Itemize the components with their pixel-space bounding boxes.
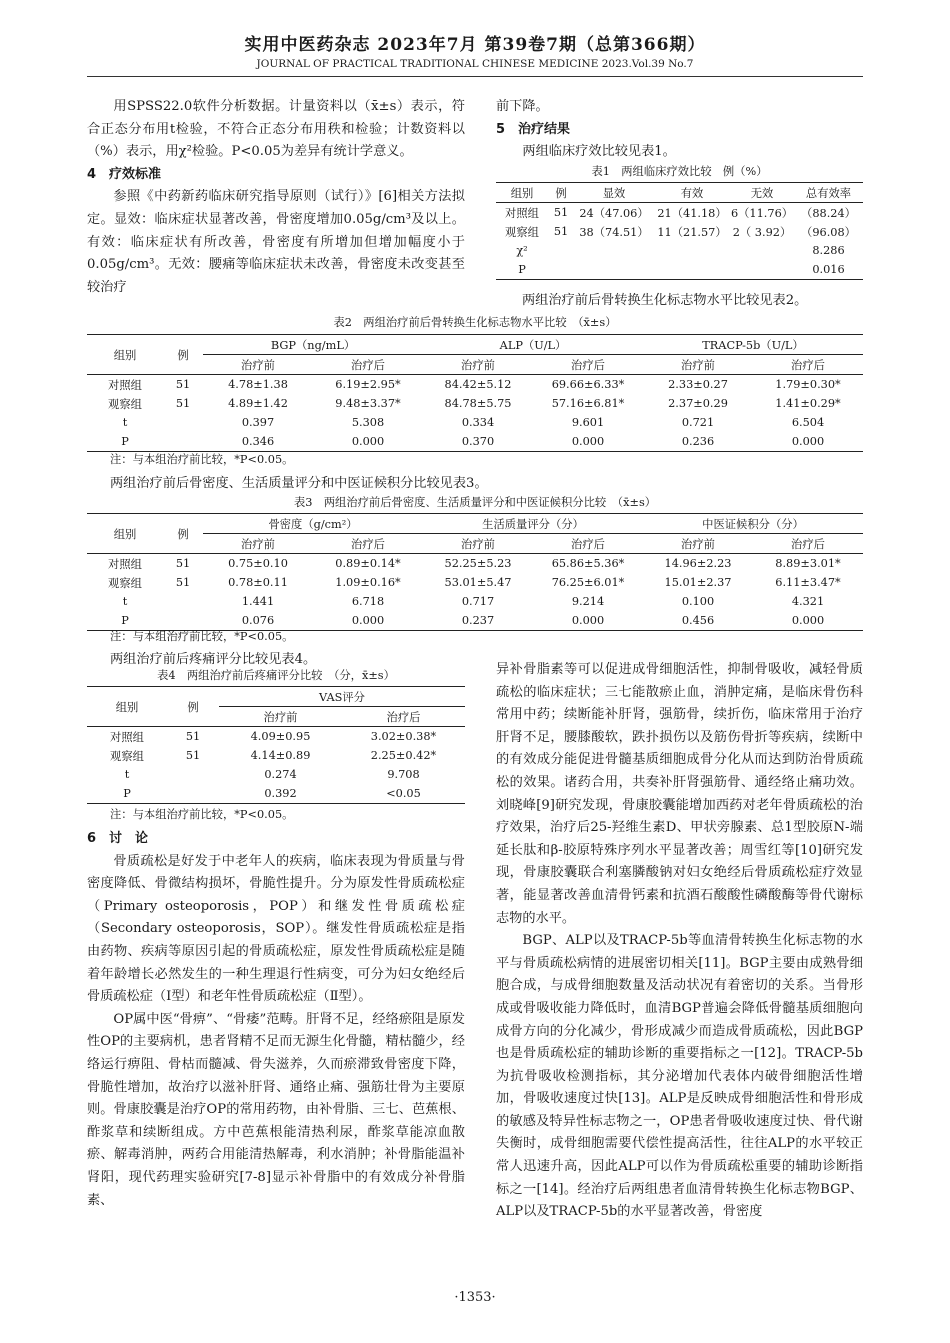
table-cell: 84.78±5.75 bbox=[444, 397, 512, 410]
table-cell: 1.09±0.16* bbox=[335, 576, 401, 589]
table-cell: 57.16±6.81* bbox=[551, 397, 625, 410]
table3-caption: 表3 两组治疗前后骨密度、生活质量评分和中医证候积分比较 （x̄±s） bbox=[293, 496, 657, 509]
table4-header: 组别 bbox=[87, 687, 167, 727]
table-cell: 1.79±0.30* bbox=[775, 378, 841, 391]
table-cell: 2.33±0.27 bbox=[668, 378, 728, 391]
table-cell: 0.78±0.11 bbox=[228, 576, 288, 589]
table-row bbox=[87, 592, 863, 611]
table2-subheader: 治疗前 bbox=[423, 355, 533, 375]
table-cell: 9.48±3.37* bbox=[335, 397, 401, 410]
section-heading: 4 疗效标准 bbox=[87, 166, 162, 182]
table-cell: 11（21.57） bbox=[657, 225, 727, 239]
table-cell: 9.601 bbox=[571, 416, 605, 429]
table-cell: 4.89±1.42 bbox=[228, 397, 288, 410]
table-cell: 0.397 bbox=[241, 416, 275, 429]
table3-header: 例 bbox=[163, 514, 203, 554]
table-cell: t bbox=[122, 595, 128, 608]
table-cell: 4.14±0.89 bbox=[250, 749, 311, 762]
left-column-top bbox=[87, 96, 465, 299]
table3-group-header: 中医证候积分（分） bbox=[643, 514, 863, 534]
table-cell: 4.09±0.95 bbox=[250, 730, 311, 743]
table-cell bbox=[548, 260, 574, 280]
table4-subheader: 治疗后 bbox=[342, 707, 465, 727]
table-cell: 对照组 bbox=[505, 206, 539, 220]
table-cell: 9.214 bbox=[571, 595, 605, 608]
table-cell: χ² bbox=[516, 244, 528, 257]
table1 bbox=[496, 182, 863, 280]
paragraph: BGP、ALP以及TRACP-5b等血清骨转换生化标志物的水平与骨质疏松病情的进展密切相关[11]。BGP主要由成熟骨细胞合成，与成骨细胞数量及活动状况有着密切的关系。当骨形成或骨吸收能力降低时，血清BGP普遍会降低骨髓基质细胞向成骨方向的分化减少，骨形成减少而造成骨质疏松，因此BGP也是骨质疏松症的辅助诊断的重要指标之一[12]。TRACP-5b为抗骨吸收检测指标，其分泌增加代表体内破骨细胞活性增加，骨吸收速度过快[13]。ALP是反映成骨细胞活性和骨形成的敏感及特异性标志物之一，OP患者骨吸收速度过快、骨代谢失衡时，成骨细胞需要代偿性提高活性，往往ALP的水平较正常人迅速升高，因此ALP可以作为骨质疏松重要的辅助诊断指标之一[14]。经治疗后两组患者血清骨转换生化标志物BGP、ALP以及TRACP-5b的水平显著改善，骨密度 bbox=[496, 933, 863, 1220]
table-cell: P bbox=[87, 784, 167, 804]
table4 bbox=[87, 686, 465, 804]
table-cell: 3.02±0.38* bbox=[370, 730, 437, 743]
table-cell bbox=[730, 241, 794, 260]
table-cell: 51 bbox=[185, 749, 201, 762]
page-number: ·1353· bbox=[454, 1290, 496, 1305]
table-cell: 6.718 bbox=[351, 595, 385, 608]
table1-header: 无效 bbox=[730, 183, 794, 203]
paragraph: 用SPSS22.0软件分析数据。计量资料以（x̄±s）表示，符合正态分布用t检验，不符合正态分布用秩和检验；计数资料以（%）表示，用χ²检验。P<0.05为差异有统计学意义。 bbox=[87, 99, 465, 160]
table-cell bbox=[163, 592, 203, 611]
table2-group-header: TRACP-5b（U/L） bbox=[643, 335, 863, 355]
table3-note: 注：与本组治疗前比较，*P<0.05。 bbox=[110, 630, 294, 643]
section-heading: 6 讨 论 bbox=[87, 831, 149, 846]
left-column-bottom bbox=[87, 828, 465, 1212]
table-cell: 51 bbox=[553, 206, 569, 219]
journal-title-en: JOURNAL OF PRACTICAL TRADITIONAL CHINESE MEDICINE 2023.Vol.39 No.7 bbox=[256, 58, 694, 70]
table2-note: 注：与本组治疗前比较，*P<0.05。 bbox=[110, 453, 294, 466]
table-cell: 0.274 bbox=[264, 768, 297, 781]
table2 bbox=[87, 334, 863, 452]
table-cell: 51 bbox=[175, 576, 191, 589]
table4-caption: 表4 两组治疗前后疼痛评分比较 （分，x̄±s） bbox=[157, 669, 395, 682]
table2-caption: 表2 两组治疗前后骨转换生化标志物水平比较 （x̄±s） bbox=[333, 316, 617, 329]
table-cell: 8.286 bbox=[812, 244, 845, 257]
table-cell: 51 bbox=[175, 557, 191, 570]
table-cell: 2（ 3.92） bbox=[732, 225, 792, 239]
table-cell: 0.237 bbox=[423, 611, 533, 631]
paragraph: 参照《中药新药临床研究指导原则（试行）》[6]相关方法拟定。显效：临床症状显著改善，骨密度增加0.05g/cm³及以上。有效：临床症状有所改善，骨密度有所增加但增加幅度小于0.05g/cm³。无效：腰痛等临床症状未改善，骨密度未改变甚至较治疗 bbox=[87, 189, 465, 295]
paragraph: 异补骨脂素等可以促进成骨细胞活性，抑制骨吸收，减轻骨质疏松的临床症状；三七能散瘀止血，消肿定痛，是临床骨伤科常用中药；续断能补肝肾，强筋骨，续折伤，临床常用于治疗肝肾不足，腰膝酸软，跌扑损伤以及筋伤骨折等疾病，续断中的有效成分能促进骨髓基质细胞成骨分化从而达到防治骨质疏松的效果。诸药合用，共奏补肝肾强筋骨、通经络止痛功效。刘晓峰[9]研究发现，骨康胶囊能增加西药对老年骨质疏松的治疗效果，治疗后25-羟维生素D、甲状旁腺素、总1型胶原N-端延长肽和β-胶原特殊序列水平显著改善；周雪红等[10]研究发现，骨康胶囊联合利塞膦酸钠对妇女绝经后骨质疏松症疗效显著，能显著改善血清骨钙素和抗酒石酸酸性磷酸酶等骨代谢标志物的水平。 bbox=[496, 662, 863, 926]
table-cell: 6.19±2.95* bbox=[335, 378, 401, 391]
table-cell bbox=[163, 413, 203, 432]
table-cell: 0.75±0.10 bbox=[228, 557, 288, 570]
table2-header: 例 bbox=[163, 335, 203, 375]
table-cell: P bbox=[496, 260, 548, 280]
table1-header: 例 bbox=[548, 183, 574, 203]
table-cell: 0.721 bbox=[681, 416, 715, 429]
table-cell: 6（11.76） bbox=[730, 206, 794, 220]
table-cell: 65.86±5.36* bbox=[551, 557, 625, 570]
table-cell: 对照组 bbox=[108, 557, 142, 571]
table3-subheader: 治疗前 bbox=[423, 534, 533, 554]
table-cell bbox=[163, 432, 203, 452]
table-cell: 15.01±2.37 bbox=[664, 576, 732, 589]
table-cell: 观察组 bbox=[108, 397, 142, 411]
table2-group-header: ALP（U/L） bbox=[423, 335, 643, 355]
table-cell: 51 bbox=[175, 397, 191, 410]
table-cell bbox=[548, 241, 574, 260]
table-cell: 5.308 bbox=[351, 416, 385, 429]
table1-header: 有效 bbox=[654, 183, 730, 203]
table-cell: 21（41.18） bbox=[657, 206, 727, 220]
table2-subheader: 治疗后 bbox=[533, 355, 643, 375]
table-cell: 0.016 bbox=[794, 260, 863, 280]
table-cell: 观察组 bbox=[110, 749, 144, 763]
table-cell: 4.78±1.38 bbox=[228, 378, 288, 391]
table-row bbox=[87, 413, 863, 432]
table-row bbox=[87, 554, 863, 574]
section-heading: 5 治疗结果 bbox=[496, 121, 571, 137]
table-row bbox=[496, 241, 863, 260]
header-rule bbox=[87, 76, 863, 77]
table1-header: 总有效率 bbox=[794, 183, 863, 203]
table-cell: 对照组 bbox=[110, 730, 144, 744]
table-row bbox=[87, 727, 465, 747]
table3-subheader: 治疗前 bbox=[643, 534, 753, 554]
table-row bbox=[87, 394, 863, 413]
table-cell: 24（47.06） bbox=[579, 206, 649, 220]
table-cell bbox=[167, 784, 219, 804]
table-cell: 2.37±0.29 bbox=[668, 397, 728, 410]
table-cell: 观察组 bbox=[505, 225, 539, 239]
table-cell: 0.000 bbox=[533, 611, 643, 631]
paragraph: 两组治疗前后骨转换生化标志物水平比较见表2。 bbox=[522, 293, 808, 308]
paragraph: 两组治疗前后骨密度、生活质量评分和中医证候积分比较见表3。 bbox=[110, 476, 488, 491]
table4-header: 例 bbox=[167, 687, 219, 727]
table-cell: 0.346 bbox=[203, 432, 313, 452]
paragraph: 两组临床疗效比较见表1。 bbox=[522, 144, 676, 160]
table-row bbox=[87, 784, 465, 804]
table-cell: P bbox=[87, 611, 163, 631]
table-cell: 6.504 bbox=[791, 416, 825, 429]
table-cell: 51 bbox=[175, 378, 191, 391]
journal-title-cn: 实用中医药杂志 2023年7月 第39卷7期（总第366期） bbox=[244, 35, 706, 55]
table1-header: 显效 bbox=[574, 183, 654, 203]
table-cell: t bbox=[122, 416, 128, 429]
table-row bbox=[496, 260, 863, 280]
table-cell bbox=[730, 260, 794, 280]
right-column-bottom bbox=[496, 659, 863, 1224]
table-row bbox=[87, 375, 863, 395]
table-row bbox=[87, 432, 863, 452]
table-cell: 84.42±5.12 bbox=[444, 378, 512, 391]
table-cell: 0.000 bbox=[313, 432, 423, 452]
table-cell: 0.717 bbox=[461, 595, 495, 608]
table-cell: 对照组 bbox=[108, 378, 142, 392]
table2-header: 组别 bbox=[87, 335, 163, 375]
table-cell: 9.708 bbox=[387, 768, 420, 781]
table-cell: 76.25±6.01* bbox=[551, 576, 625, 589]
table-cell: P bbox=[87, 432, 163, 452]
table-cell: t bbox=[124, 768, 130, 781]
table-cell: 38（74.51） bbox=[579, 225, 649, 239]
table-row bbox=[496, 203, 863, 223]
table-cell: 1.441 bbox=[241, 595, 275, 608]
table-row bbox=[87, 746, 465, 765]
table1-header: 组别 bbox=[496, 183, 548, 203]
table-cell: （96.08） bbox=[801, 225, 856, 239]
table-cell: 0.456 bbox=[643, 611, 753, 631]
table4-note: 注：与本组治疗前比较，*P<0.05。 bbox=[110, 808, 294, 821]
table-cell: 51 bbox=[553, 225, 569, 238]
table-cell: 0.334 bbox=[461, 416, 495, 429]
table-row bbox=[87, 765, 465, 784]
table3-header: 组别 bbox=[87, 514, 163, 554]
table-cell: 0.000 bbox=[313, 611, 423, 631]
table-cell: 2.25±0.42* bbox=[370, 749, 437, 762]
table-cell: （88.24） bbox=[801, 206, 856, 220]
table-cell: 0.89±0.14* bbox=[335, 557, 401, 570]
table-cell bbox=[574, 260, 654, 280]
table2-subheader: 治疗前 bbox=[203, 355, 313, 375]
table-cell: 6.11±3.47* bbox=[775, 576, 841, 589]
table-cell bbox=[654, 241, 730, 260]
table2-subheader: 治疗后 bbox=[753, 355, 863, 375]
paragraph: 两组治疗前后疼痛评分比较见表4。 bbox=[110, 652, 317, 667]
table-cell: 53.01±5.47 bbox=[444, 576, 512, 589]
table-cell: 69.66±6.33* bbox=[551, 378, 625, 391]
table2-subheader: 治疗后 bbox=[313, 355, 423, 375]
table-cell: 0.100 bbox=[681, 595, 715, 608]
table-cell: 0.000 bbox=[533, 432, 643, 452]
paragraph: 前下降。 bbox=[496, 99, 549, 114]
table2-subheader: 治疗前 bbox=[643, 355, 753, 375]
table-cell: 0.370 bbox=[423, 432, 533, 452]
table1-caption: 表1 两组临床疗效比较 例（%） bbox=[591, 165, 768, 178]
table-row bbox=[496, 222, 863, 241]
table2-group-header: BGP（ng/mL） bbox=[203, 335, 423, 355]
table3-group-header: 生活质量评分（分） bbox=[423, 514, 643, 534]
table3-subheader: 治疗后 bbox=[313, 534, 423, 554]
table4-group-header: VAS评分 bbox=[219, 687, 465, 707]
running-header bbox=[0, 30, 950, 70]
table-cell: 14.96±2.23 bbox=[664, 557, 732, 570]
table-cell: 0.000 bbox=[753, 432, 863, 452]
table-cell: 0.392 bbox=[219, 784, 342, 804]
paragraph: OP属中医“骨痹”、“骨痿”范畴。肝肾不足，经络瘀阻是原发性OP的主要病机，患者肾精不足而无源生化骨髓，精枯髓少，经络运行痹阻、骨枯而髓减、骨失滋养，久而瘀滞致骨密度下降，骨脆性增加，故治疗以滋补肝肾、通络止痛、强筋壮骨为主要原则。骨康胶囊是治疗OP的常用药物，由补骨脂、三七、芭蕉根、酢浆草和续断组成。方中芭蕉根能清热利尿，酢浆草能凉血散瘀、解毒消肿，两药合用能清热解毒，利水消肿；补骨脂能温补肾阳，现代药理实验研究[7-8]显示补骨脂中的有效成分补骨脂素、 bbox=[87, 1011, 465, 1208]
table3-subheader: 治疗后 bbox=[533, 534, 643, 554]
table-row bbox=[87, 573, 863, 592]
right-column-top bbox=[496, 96, 863, 164]
table4-subheader: 治疗前 bbox=[219, 707, 342, 727]
table-cell: 51 bbox=[185, 730, 201, 743]
table3 bbox=[87, 513, 863, 631]
table-cell: <0.05 bbox=[342, 784, 465, 804]
table3-subheader: 治疗前 bbox=[203, 534, 313, 554]
table-cell: 1.41±0.29* bbox=[775, 397, 841, 410]
paragraph: 骨质疏松是好发于中老年人的疾病，临床表现为骨质量与骨密度降低、骨微结构损坏，骨脆性提升。分为原发性骨质疏松症（Primary osteoporosis，POP）和继发性骨质疏松症（Secondary osteoporosis，SOP）。继发性骨质疏松症是指由药物、疾病等原因引起的骨质疏松症，原发性骨质疏松症是随着年龄增长必然发生的一种生理退行性病变，可分为妇女绝经后骨质疏松症（Ⅰ型）和老年性骨质疏松症（Ⅱ型）。 bbox=[87, 853, 465, 1005]
table-cell bbox=[654, 260, 730, 280]
table-cell bbox=[167, 765, 219, 784]
table-cell: 观察组 bbox=[108, 576, 142, 590]
table-cell: 8.89±3.01* bbox=[775, 557, 841, 570]
table3-subheader: 治疗后 bbox=[753, 534, 863, 554]
table-cell: 0.000 bbox=[753, 611, 863, 631]
table-cell: 52.25±5.23 bbox=[444, 557, 512, 570]
table-cell: 4.321 bbox=[791, 595, 825, 608]
table-cell: 0.076 bbox=[203, 611, 313, 631]
table-cell bbox=[574, 241, 654, 260]
table-cell: 0.236 bbox=[643, 432, 753, 452]
table3-group-header: 骨密度（g/cm²） bbox=[203, 514, 423, 534]
